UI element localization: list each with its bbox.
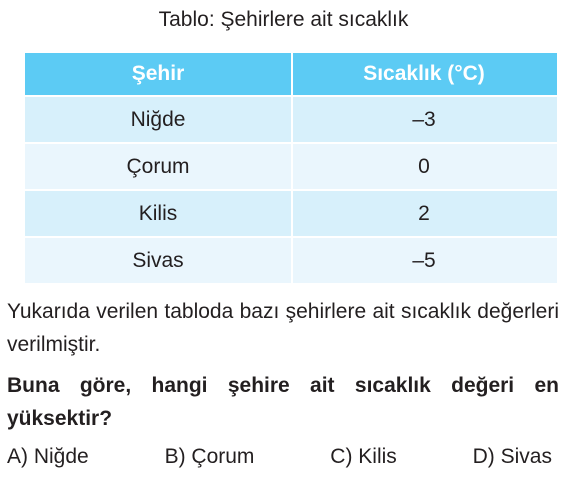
header-city: Şehir: [131, 62, 185, 85]
column-divider: [291, 53, 293, 283]
option-c[interactable]: C) Kilis: [330, 445, 397, 468]
header-temperature: Sıcaklık (°C): [363, 62, 485, 85]
temperature-cell: –5: [412, 248, 436, 272]
table-caption: Tablo: Şehirlere ait sıcaklık: [158, 8, 409, 31]
temperature-cell: 2: [418, 201, 430, 225]
city-cell: Niğde: [130, 107, 186, 131]
question-text: Buna göre, hangi şehire ait sıcaklık değeri en yüksektir?: [7, 374, 559, 430]
intro-paragraph: Yukarıda verilen tabloda bazı şehirlere ait sıcaklık değerleri verilmiştir.: [7, 300, 559, 356]
option-d[interactable]: D) Sivas: [472, 445, 552, 468]
city-cell: Sivas: [132, 248, 184, 272]
temperature-cell: –3: [412, 107, 436, 131]
temperature-table: [25, 53, 557, 283]
city-cell: Çorum: [126, 154, 190, 178]
option-b[interactable]: B) Çorum: [164, 445, 255, 468]
answer-options: [7, 442, 552, 472]
city-cell: Kilis: [138, 201, 178, 225]
temperature-cell: 0: [418, 154, 430, 178]
option-a[interactable]: A) Niğde: [7, 445, 89, 468]
